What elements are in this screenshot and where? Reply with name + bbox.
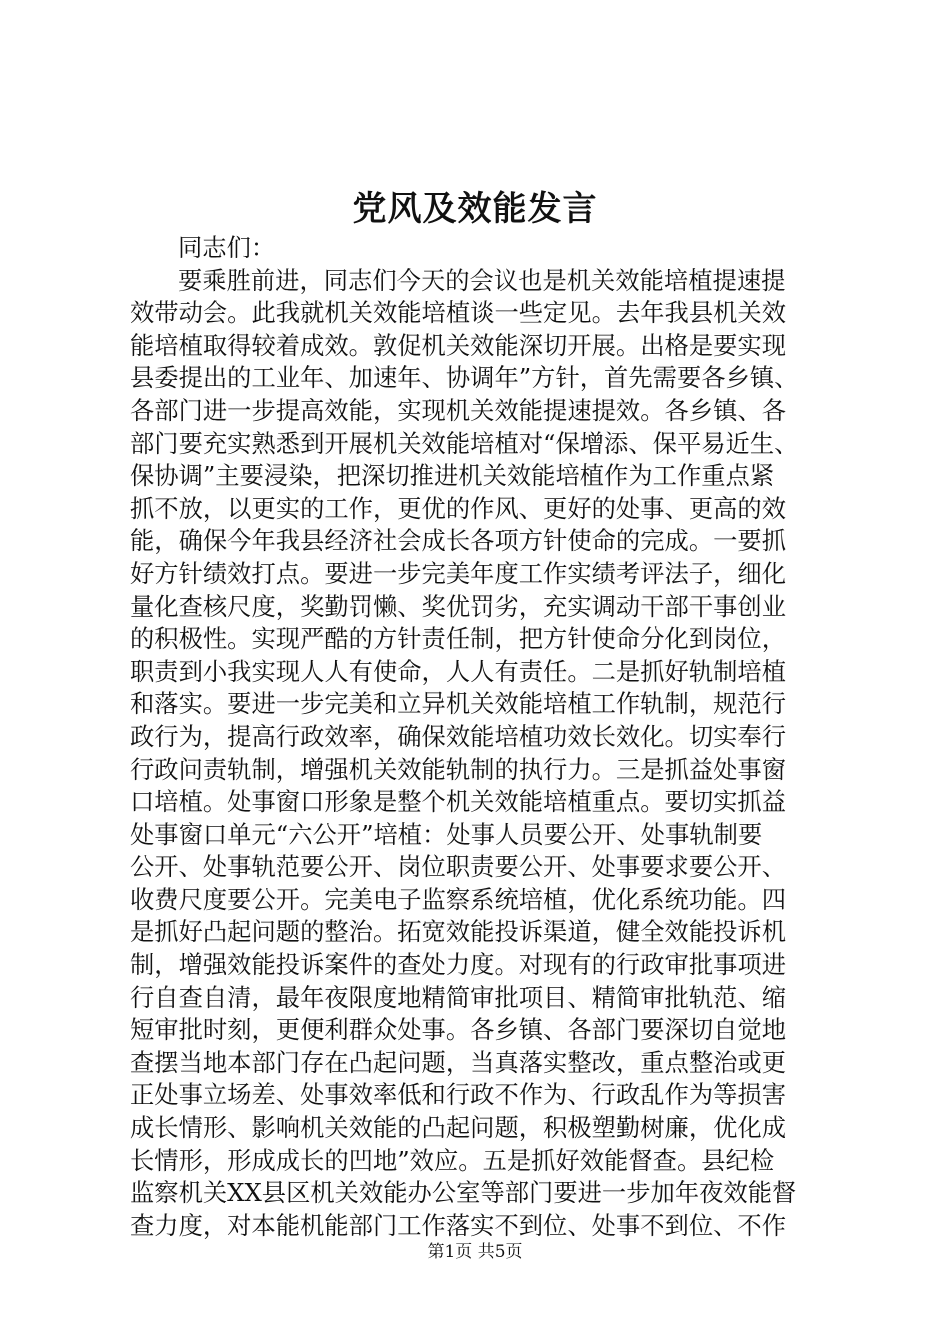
- paragraph-line: 要乘胜前进，同志们今天的会议也是机关效能培植提速提: [178, 265, 786, 295]
- document-title: 党风及效能发言: [352, 189, 598, 229]
- paragraph-line: 正处事立场差、处事效率低和行政不作为、行政乱作为等损害: [130, 1080, 787, 1110]
- document-body: [130, 232, 830, 1242]
- paragraph-line: 口培植。处事窗口形象是整个机关效能培植重点。要切实抓益: [130, 787, 787, 817]
- paragraph-line: 政行为，提高行政效率，确保效能培植功效长效化。切实奉行: [130, 721, 787, 751]
- paragraph-line: 是抓好凸起问题的整治。拓宽效能投诉渠道，健全效能投诉机: [130, 917, 787, 947]
- paragraph-line: 能培植取得较着成效。敦促机关效能深切开展。出格是要实现: [130, 330, 787, 360]
- paragraph-line: 各部门进一步提高效能，实现机关效能提速提效。各乡镇、各: [130, 395, 787, 425]
- paragraph-line: 短审批时刻，更便利群众处事。各乡镇、各部门要深切自觉地: [130, 1015, 787, 1045]
- paragraph-line: 职责到小我实现人人有使命，人人有责任。二是抓好轨制培植: [130, 656, 787, 686]
- paragraph-line: 收费尺度要公开。完美电子监察系统培植，优化系统功能。四: [130, 884, 787, 914]
- paragraph-line: 行自查自清，最年夜限度地精简审批项目、精简审批轨范、缩: [130, 982, 787, 1012]
- paragraph-line: 效带动会。此我就机关效能培植谈一些定见。去年我县机关效: [130, 298, 787, 328]
- paragraph-line: 成长情形、影响机关效能的凸起问题，积极塑勤树廉，优化成: [130, 1113, 787, 1143]
- paragraph-line: 好方针绩效打点。要进一步完美年度工作实绩考评法子，细化: [130, 558, 787, 588]
- paragraph-line: 行政问责轨制，增强机关效能轨制的执行力。三是抓益处事窗: [130, 754, 787, 784]
- salutation-line: 同志们：: [178, 233, 276, 262]
- paragraph-line: 部门要充实熟悉到开展机关效能培植对“保增添、保平易近生、: [130, 428, 799, 458]
- paragraph-line: 保协调”主要浸染，把深切推进机关效能培植作为工作重点紧: [130, 461, 775, 491]
- paragraph-line: 量化查核尺度，奖勤罚懒、奖优罚劣，充实调动干部干事创业: [130, 591, 787, 621]
- paragraph-line: 制，增强效能投诉案件的查处力度。对现有的行政审批事项进: [130, 950, 787, 980]
- paragraph-line: 监察机关XX县区机关效能办公室等部门要进一步加年夜效能督: [130, 1178, 797, 1208]
- paragraph-line: 抓不放，以更实的工作，更优的作风、更好的处事、更高的效: [130, 493, 787, 523]
- page-number-footer: 第1页 共5页: [427, 1242, 523, 1262]
- paragraph-line: 公开、处事轨范要公开、岗位职责要公开、处事要求要公开、: [130, 852, 787, 882]
- paragraph-line: 查摆当地本部门存在凸起问题，当真落实整改，重点整治或更: [130, 1047, 787, 1077]
- paragraph-line: 的积极性。实现严酷的方针责任制，把方针使命分化到岗位，: [130, 624, 787, 654]
- paragraph-line: 县委提出的工业年、加速年、协调年”方针，首先需要各乡镇、: [130, 363, 799, 393]
- paragraph-line: 查力度，对本能机能部门工作落实不到位、处事不到位、不作: [130, 1210, 787, 1240]
- paragraph-line: 能，确保今年我县经济社会成长各项方针使命的完成。一要抓: [130, 526, 787, 556]
- paragraph-line: 长情形，形成成长的凹地”效应。五是抓好效能督查。县纪检: [130, 1145, 775, 1175]
- paragraph-line: 处事窗口单元“六公开”培植：处事人员要公开、处事轨制要: [130, 819, 763, 849]
- paragraph-line: 和落实。要进一步完美和立异机关效能培植工作轨制，规范行: [130, 689, 787, 719]
